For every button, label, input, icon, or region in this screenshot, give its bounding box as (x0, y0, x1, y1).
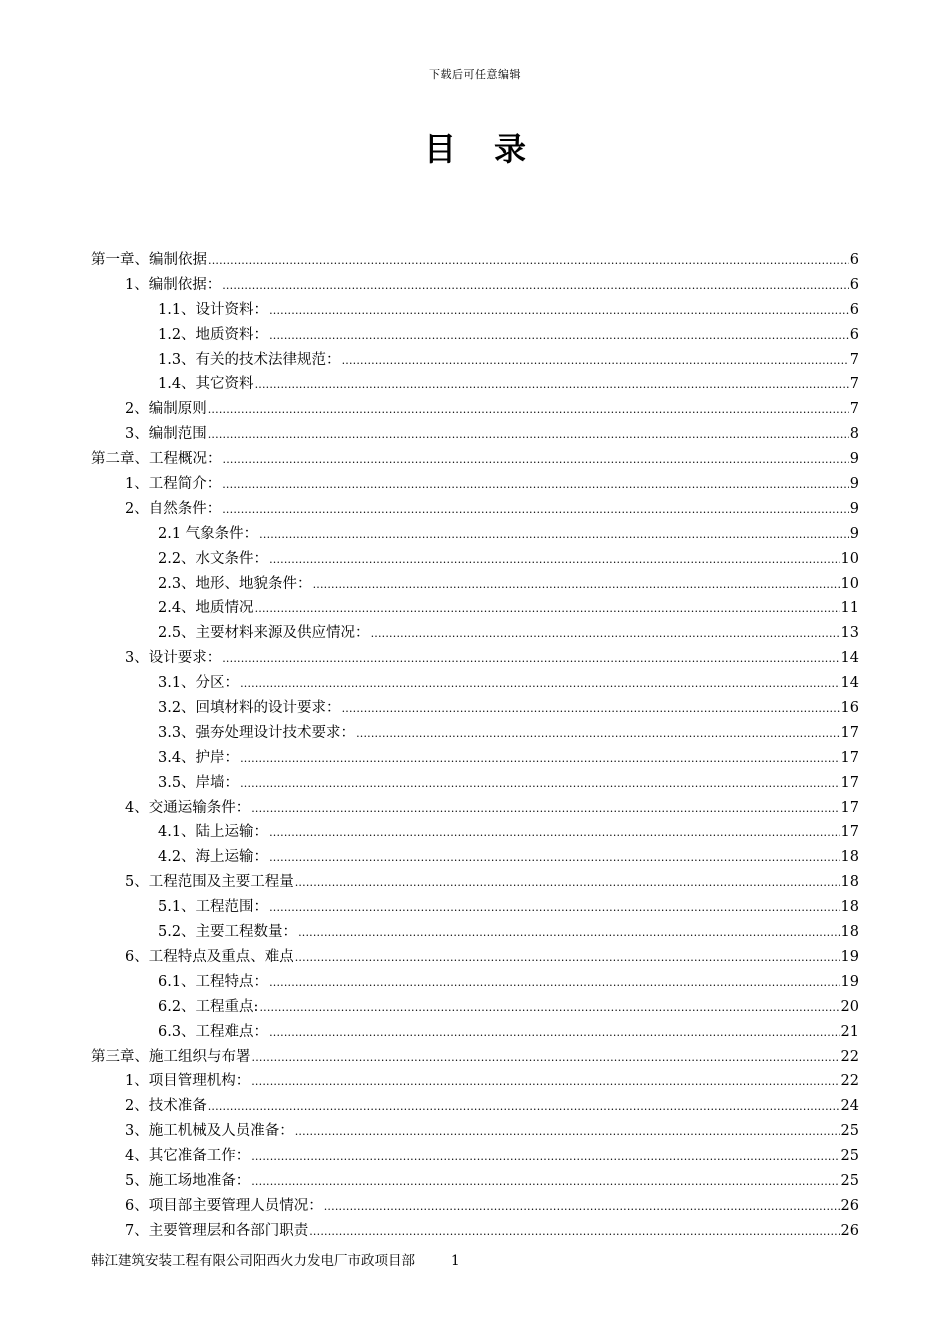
toc-entry[interactable] (91, 1144, 859, 1169)
toc-entry[interactable] (91, 895, 859, 920)
toc-entry-text: 2、技术准备 (125, 1098, 207, 1115)
toc-entry-text: 2.5、主要材料来源及供应情况： (158, 625, 370, 642)
toc-entry[interactable] (91, 1094, 859, 1119)
header-note: 下载后可任意编辑 (429, 68, 521, 81)
toc-page-number: 26 (840, 1197, 859, 1214)
toc-entry-text: 7、主要管理层和各部门职责 (125, 1222, 309, 1239)
toc-leader (251, 797, 839, 822)
toc-entry-text: 6、项目部主要管理人员情况： (125, 1197, 323, 1214)
toc-leader (222, 274, 849, 299)
toc-page-number: 17 (840, 724, 859, 741)
toc-page-number: 25 (840, 1123, 859, 1140)
toc-leader (269, 1021, 839, 1046)
toc-leader (255, 373, 849, 398)
toc-entry-text: 第一章、编制依据 (91, 252, 207, 268)
toc-entry[interactable] (91, 820, 859, 845)
toc-entry[interactable] (91, 348, 859, 373)
footer-page-number: 1 (451, 1253, 460, 1269)
toc-entry[interactable] (91, 472, 859, 497)
toc-leader (313, 573, 840, 598)
toc-leader (251, 1170, 839, 1195)
toc-entry[interactable] (91, 447, 859, 472)
title-char-1: 目 (423, 130, 456, 168)
toc-entry[interactable] (91, 646, 859, 671)
toc-page-number: 22 (840, 1073, 859, 1090)
toc-entry-text: 2.2、水文条件： (158, 550, 269, 567)
toc-leader (223, 448, 849, 473)
toc-entry[interactable] (91, 422, 859, 447)
toc-page-number: 7 (849, 376, 859, 393)
toc-entry[interactable] (91, 945, 859, 970)
toc-leader (269, 548, 839, 573)
toc-entry[interactable] (91, 372, 859, 397)
toc-leader (222, 647, 839, 672)
toc-page-number: 22 (840, 1048, 859, 1065)
toc-leader (269, 846, 839, 871)
toc-entry[interactable] (91, 547, 859, 572)
toc-leader (298, 921, 839, 946)
toc-page-number: 6 (849, 301, 859, 318)
toc-page-number: 25 (840, 1148, 859, 1165)
toc-entry-text: 1.3、有关的技术法律规范： (158, 351, 341, 368)
toc-entry-text: 3.5、岸墙： (158, 774, 240, 791)
toc-page-number: 25 (840, 1172, 859, 1189)
toc-entry[interactable] (91, 1069, 859, 1094)
toc-entry-text: 2、编制原则 (125, 401, 207, 418)
toc-entry-text: 2.1 气象条件： (158, 525, 259, 542)
toc-entry-text: 6.1、工程特点： (158, 973, 269, 990)
toc-leader (295, 871, 840, 896)
toc-leader (251, 1145, 839, 1170)
toc-entry[interactable] (91, 696, 859, 721)
toc-page-number: 6 (849, 276, 859, 293)
toc-entry[interactable] (91, 870, 859, 895)
toc-entry[interactable] (91, 920, 859, 945)
toc-leader (208, 249, 849, 274)
toc-entry[interactable] (91, 1169, 859, 1194)
toc-leader (269, 971, 839, 996)
toc-entry-text: 3、编制范围 (125, 426, 207, 443)
toc-entry-text: 3.1、分区： (158, 675, 240, 692)
page-title (0, 124, 950, 170)
toc-entry-text: 6、工程特点及重点、难点 (125, 948, 294, 965)
toc-entry[interactable] (91, 572, 859, 597)
toc-entry-text: 4、其它准备工作： (125, 1148, 251, 1165)
toc-page-number: 21 (840, 1023, 859, 1040)
toc-entry[interactable] (91, 746, 859, 771)
toc-entry[interactable] (91, 596, 859, 621)
toc-entry-text: 3.3、强夯处理设计技术要求： (158, 724, 356, 741)
toc-page-number: 17 (840, 799, 859, 816)
toc-page-number: 18 (840, 874, 859, 891)
toc-entry[interactable] (91, 995, 859, 1020)
toc-entry-text: 4.2、海上运输： (158, 849, 269, 866)
toc-entry[interactable] (91, 721, 859, 746)
toc-leader (259, 996, 839, 1021)
toc-page-number: 8 (849, 426, 859, 443)
toc-page-number: 11 (840, 600, 859, 617)
toc-entry-text: 3、施工机械及人员准备： (125, 1123, 294, 1140)
toc-leader (371, 622, 840, 647)
toc-entry-text: 3.4、护岸： (158, 749, 240, 766)
toc-page-number: 14 (840, 675, 859, 692)
toc-page-number: 6 (849, 252, 859, 268)
toc-leader (309, 1220, 839, 1245)
toc-page-number: 17 (840, 774, 859, 791)
toc-entry[interactable] (91, 273, 859, 298)
toc-entry[interactable] (91, 796, 859, 821)
toc-entry-text: 第三章、施工组织与布署 (91, 1048, 251, 1065)
toc-page-number: 9 (849, 500, 859, 517)
toc-page-number: 17 (840, 749, 859, 766)
toc-entry-text: 3、设计要求： (125, 650, 222, 667)
toc-leader (252, 1046, 840, 1071)
footer-company: 韩江建筑安装工程有限公司阳西火力发电厂市政项目部 (91, 1253, 415, 1269)
toc-entry-text: 1、编制依据： (125, 276, 222, 293)
toc-leader (208, 423, 849, 448)
toc-entry-text: 5、工程范围及主要工程量 (125, 874, 294, 891)
toc-entry-text: 1.4、其它资料 (158, 376, 254, 393)
toc-leader (269, 821, 839, 846)
toc-page-number: 10 (840, 550, 859, 567)
toc-entry[interactable] (91, 1219, 859, 1244)
toc-entry[interactable] (91, 522, 859, 547)
toc-entry-text: 5.2、主要工程数量： (158, 924, 298, 941)
toc-entry[interactable] (91, 1194, 859, 1219)
toc-leader (259, 523, 849, 548)
toc-leader (356, 722, 839, 747)
toc-entry-text: 1.1、设计资料： (158, 301, 269, 318)
toc-leader (255, 597, 840, 622)
toc-page-number: 7 (849, 401, 859, 418)
toc-entry-text: 5.1、工程范围： (158, 899, 269, 916)
toc-entry-text: 6.2、工程重点: (158, 998, 259, 1015)
toc-page-number: 6 (849, 326, 859, 343)
toc-entry-text: 2、自然条件： (125, 500, 222, 517)
toc-entry-text: 1.2、地质资料： (158, 326, 269, 343)
toc-entry-text: 2.4、地质情况 (158, 600, 254, 617)
toc-entry[interactable] (91, 497, 859, 522)
toc-page-number: 20 (840, 998, 859, 1015)
toc-entry[interactable] (91, 771, 859, 796)
toc-page-number: 17 (840, 824, 859, 841)
toc-leader (342, 349, 849, 374)
toc-page-number: 7 (849, 351, 859, 368)
toc-leader (295, 1120, 840, 1145)
toc-page-number: 26 (840, 1222, 859, 1239)
toc-entry[interactable] (91, 1119, 859, 1144)
toc-entry[interactable] (91, 970, 859, 995)
toc-leader (251, 1070, 839, 1095)
toc-page-number: 14 (840, 650, 859, 667)
toc-page-number: 9 (849, 476, 859, 493)
toc-leader (222, 498, 849, 523)
toc-page-number: 24 (840, 1098, 859, 1115)
toc-entry-text: 第二章、工程概况： (91, 451, 222, 468)
toc-leader (240, 772, 839, 797)
toc-entry-text: 4.1、陆上运输： (158, 824, 269, 841)
toc-page-number: 10 (840, 575, 859, 592)
toc-entry[interactable] (91, 621, 859, 646)
toc-page-number: 16 (840, 700, 859, 717)
toc-leader (269, 896, 839, 921)
toc-entry-text: 5、施工场地准备： (125, 1172, 251, 1189)
toc-leader (269, 299, 849, 324)
toc-entry[interactable] (91, 671, 859, 696)
toc-leader (342, 697, 840, 722)
toc-entry[interactable] (91, 248, 859, 273)
toc-leader (324, 1195, 840, 1220)
toc-leader (222, 473, 849, 498)
title-char-2: 录 (494, 130, 527, 168)
toc-entry[interactable] (91, 1020, 859, 1045)
toc-page-number: 13 (840, 625, 859, 642)
toc-entry[interactable] (91, 298, 859, 323)
toc-entry-text: 3.2、回填材料的设计要求： (158, 700, 341, 717)
toc-leader (208, 1095, 840, 1120)
toc-entry-text: 6.3、工程难点： (158, 1023, 269, 1040)
toc-page-number: 19 (840, 948, 859, 965)
toc-page-number: 9 (849, 525, 859, 542)
toc-page-number: 9 (849, 451, 859, 468)
toc-leader (240, 672, 839, 697)
toc-page-number: 18 (840, 899, 859, 916)
toc-page-number: 19 (840, 973, 859, 990)
toc-entry-text: 2.3、地形、地貌条件： (158, 575, 312, 592)
toc-entry[interactable] (91, 397, 859, 422)
page-footer (91, 1249, 460, 1269)
toc-entry-text: 4、交通运输条件： (125, 799, 251, 816)
toc-page-number: 18 (840, 924, 859, 941)
toc-leader (240, 747, 839, 772)
toc-leader (208, 398, 849, 423)
toc-entry[interactable] (91, 1045, 859, 1070)
toc-page-number: 18 (840, 849, 859, 866)
toc-entry[interactable] (91, 323, 859, 348)
toc-leader (295, 946, 840, 971)
toc-entry-text: 1、工程简介： (125, 476, 222, 493)
table-of-contents (91, 248, 859, 1244)
toc-entry-text: 1、项目管理机构： (125, 1073, 251, 1090)
toc-entry[interactable] (91, 845, 859, 870)
toc-leader (269, 324, 849, 349)
